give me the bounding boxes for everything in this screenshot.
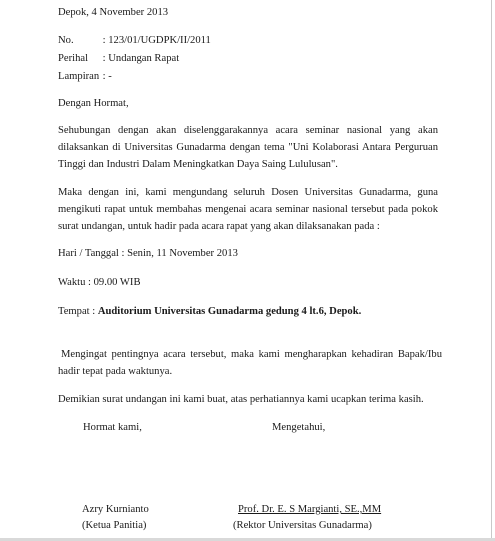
page-right-edge bbox=[491, 0, 492, 541]
place-date: Depok, 4 November 2013 bbox=[58, 7, 169, 18]
letter-subject bbox=[58, 52, 179, 65]
left-salutation: Hormat kami, bbox=[83, 422, 142, 433]
event-place-value: Auditorium Universitas Gunadarma gedung 4 lt.6, Depok. bbox=[97, 306, 362, 317]
letter-number-label: No. bbox=[58, 35, 74, 46]
letter-attachment-label: Lampiran bbox=[58, 71, 100, 82]
event-date: Hari / Tanggal : Senin, 11 November 2013 bbox=[58, 248, 238, 259]
right-signatory-name: Prof. Dr. E. S Margianti, SE.,MM bbox=[238, 504, 382, 515]
letter-number bbox=[58, 34, 211, 47]
closing-sentence: Demikian surat undangan ini kami buat, atas perhatiannya kami ucapkan terima kasih. bbox=[58, 394, 424, 405]
right-signatory-title: (Rektor Universitas Gunadarma) bbox=[233, 520, 372, 531]
paragraph-reminder-text: Mengingat pentingnya acara tersebut, maka kami mengharapkan kehadiran Bapak/Ibu hadir tepat pada waktunya. bbox=[58, 349, 442, 377]
greeting: Dengan Hormat, bbox=[58, 98, 129, 109]
paragraph-reminder bbox=[58, 346, 442, 380]
left-signatory-title: (Ketua Panitia) bbox=[82, 520, 147, 531]
paragraph-invitation: Maka dengan ini, kami mengundang seluruh Dosen Universitas Gunadarma, guna mengikuti rapat untuk membahas mengenai acara seminar nasional tersebut pada pokok surat undangan, untuk hadir pada acara rapat yang akan dilaksanakan pada : bbox=[58, 187, 438, 232]
right-salutation: Mengetahui, bbox=[272, 422, 326, 433]
letter-attachment-value: : - bbox=[102, 71, 112, 82]
event-place bbox=[58, 305, 361, 318]
event-place-label: Tempat : bbox=[58, 306, 98, 317]
letter-number-value: : 123/01/UGDPK/II/2011 bbox=[102, 35, 211, 46]
paragraph-intro: Sehubungan dengan akan diselenggarakannya acara seminar nasional yang akan dilaksankan di Universitas Gunadarma dengan tema "Uni Kolaborasi Antara Perguruan Tinggi dan Industri Dalam Meningkatkan Daya Saing Lululusan". bbox=[58, 125, 438, 170]
left-signatory-name: Azry Kurnianto bbox=[82, 504, 149, 515]
letter-attachment bbox=[58, 70, 112, 83]
letter-subject-value: : Undangan Rapat bbox=[102, 53, 180, 64]
letter-subject-label: Perihal bbox=[58, 53, 89, 64]
event-time: Waktu : 09.00 WIB bbox=[58, 277, 141, 288]
